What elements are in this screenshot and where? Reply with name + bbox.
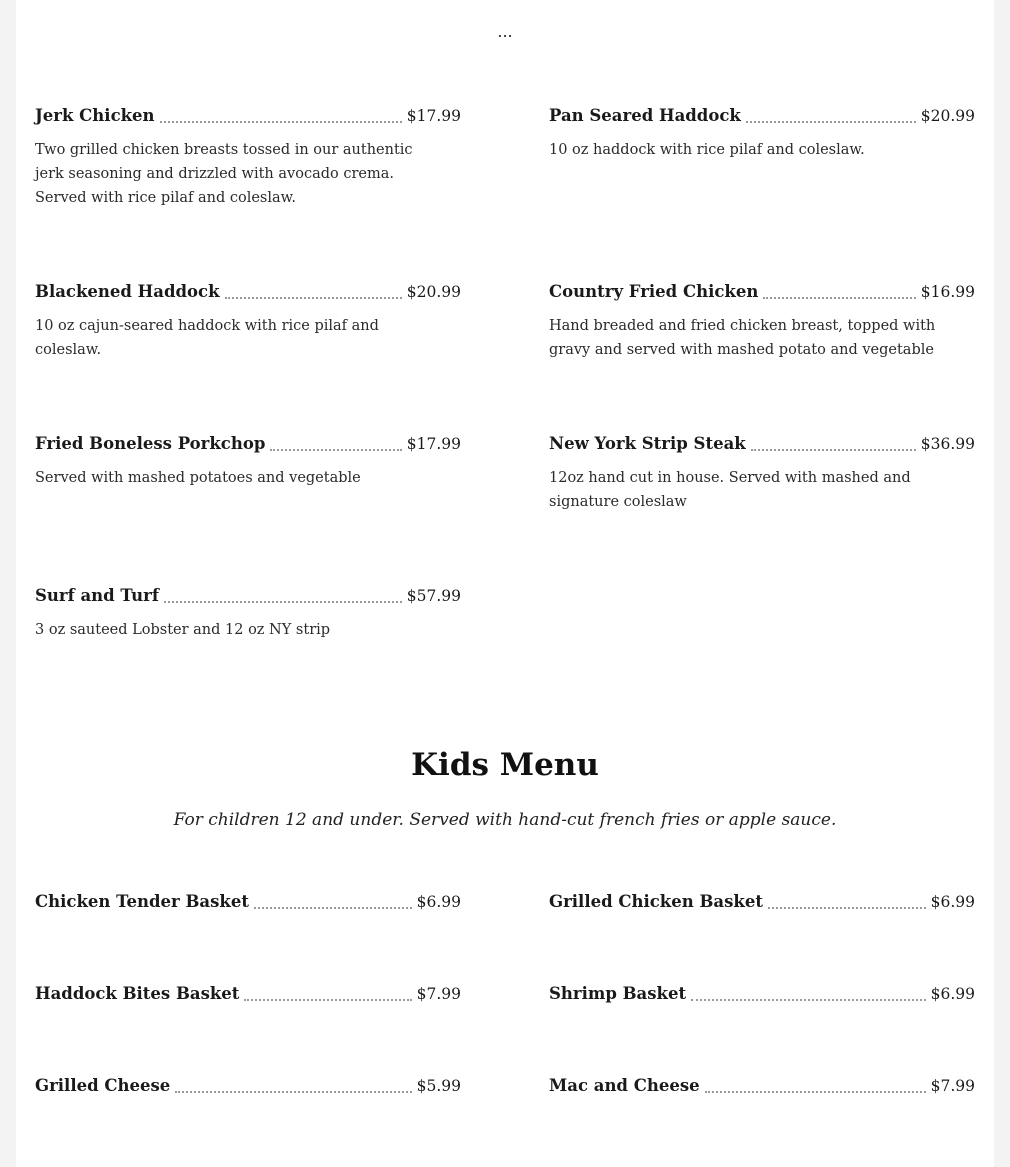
menu-item-price: $20.99 bbox=[920, 107, 975, 125]
dot-leader bbox=[254, 907, 412, 909]
menu-item-price: $6.99 bbox=[416, 893, 461, 911]
menu-item-description: 12oz hand cut in house. Served with mashed and signature coleslaw bbox=[549, 470, 911, 510]
menu-item-name: Mac and Cheese bbox=[549, 1076, 700, 1095]
menu-item bbox=[35, 586, 461, 642]
dot-leader bbox=[705, 1091, 926, 1093]
menu-item-price: $5.99 bbox=[416, 1077, 461, 1095]
menu-item-description: Served with mashed potatoes and vegetable bbox=[35, 470, 361, 486]
menu-item-price: $7.99 bbox=[416, 985, 461, 1003]
kids-menu-item bbox=[35, 984, 461, 1008]
dot-leader bbox=[244, 999, 411, 1001]
menu-item-description: 3 oz sauteed Lobster and 12 oz NY strip bbox=[35, 622, 331, 638]
menu-item-name: Fried Boneless Porkchop bbox=[35, 434, 266, 453]
menu-item-price: $6.99 bbox=[930, 985, 975, 1003]
menu-item-name: Country Fried Chicken bbox=[549, 282, 759, 301]
menu-item-name: New York Strip Steak bbox=[549, 434, 746, 453]
menu-item-name: Grilled Chicken Basket bbox=[549, 892, 763, 911]
menu-item-price: $7.99 bbox=[930, 1077, 975, 1095]
menu-item-price: $6.99 bbox=[930, 893, 975, 911]
dot-leader bbox=[160, 121, 402, 123]
menu-item-name: Grilled Cheese bbox=[35, 1076, 171, 1095]
menu-page bbox=[16, 0, 994, 1167]
menu-item-header bbox=[35, 892, 461, 916]
menu-item-header bbox=[35, 282, 461, 306]
menu-item-price: $17.99 bbox=[406, 435, 461, 453]
kids-menu-item bbox=[35, 1076, 461, 1100]
menu-item-header bbox=[35, 106, 461, 130]
menu-item-header bbox=[549, 892, 975, 916]
menu-item-name: Shrimp Basket bbox=[549, 984, 687, 1003]
section-continuation-marker: ... bbox=[497, 22, 513, 41]
menu-item-name: Chicken Tender Basket bbox=[35, 892, 249, 911]
menu-item-header bbox=[549, 984, 975, 1008]
dot-leader bbox=[164, 601, 402, 603]
menu-item bbox=[35, 106, 461, 210]
menu-item-name: Blackened Haddock bbox=[35, 282, 220, 301]
menu-item-price: $57.99 bbox=[406, 587, 461, 605]
menu-item-description: 10 oz haddock with rice pilaf and coleslaw. bbox=[549, 142, 865, 158]
menu-item-price: $20.99 bbox=[406, 283, 461, 301]
kids-menu-item bbox=[549, 1076, 975, 1100]
kids-menu-item bbox=[35, 892, 461, 916]
menu-item bbox=[549, 282, 975, 362]
menu-item-price: $17.99 bbox=[406, 107, 461, 125]
menu-item-description: Two grilled chicken breasts tossed in our authentic jerk seasoning and drizzled with avocado crema. Served with rice pilaf and coleslaw. bbox=[35, 142, 413, 206]
dot-leader bbox=[768, 907, 926, 909]
menu-item-header bbox=[549, 1076, 975, 1100]
kids-menu-subtitle: For children 12 and under. Served with hand-cut french fries or apple sauce. bbox=[173, 810, 837, 830]
menu-item bbox=[549, 434, 975, 514]
menu-item bbox=[35, 282, 461, 362]
dot-leader bbox=[175, 1091, 411, 1093]
menu-item-price: $16.99 bbox=[920, 283, 975, 301]
menu-item-header bbox=[549, 434, 975, 458]
menu-item-price: $36.99 bbox=[920, 435, 975, 453]
menu-item-description: 10 oz cajun-seared haddock with rice pilaf and coleslaw. bbox=[35, 318, 379, 358]
dot-leader bbox=[270, 449, 401, 451]
menu-item bbox=[549, 106, 975, 162]
kids-menu-item bbox=[549, 984, 975, 1008]
menu-item-header bbox=[35, 434, 461, 458]
dot-leader bbox=[225, 297, 402, 299]
menu-item-header bbox=[549, 106, 975, 130]
menu-item-description: Hand breaded and fried chicken breast, topped with gravy and served with mashed potato and vegetable bbox=[549, 318, 936, 358]
menu-item-header bbox=[549, 282, 975, 306]
dot-leader bbox=[751, 449, 916, 451]
menu-item-header bbox=[35, 586, 461, 610]
menu-item-name: Surf and Turf bbox=[35, 586, 159, 605]
menu-item-header bbox=[35, 1076, 461, 1100]
kids-menu-item bbox=[549, 892, 975, 916]
dot-leader bbox=[691, 999, 926, 1001]
menu-item bbox=[35, 434, 461, 490]
menu-item-name: Pan Seared Haddock bbox=[549, 106, 741, 125]
menu-item-header bbox=[35, 984, 461, 1008]
dot-leader bbox=[746, 121, 916, 123]
menu-item-name: Haddock Bites Basket bbox=[35, 984, 240, 1003]
menu-item-name: Jerk Chicken bbox=[35, 106, 155, 125]
kids-menu-title: Kids Menu bbox=[411, 747, 599, 783]
dot-leader bbox=[763, 297, 915, 299]
